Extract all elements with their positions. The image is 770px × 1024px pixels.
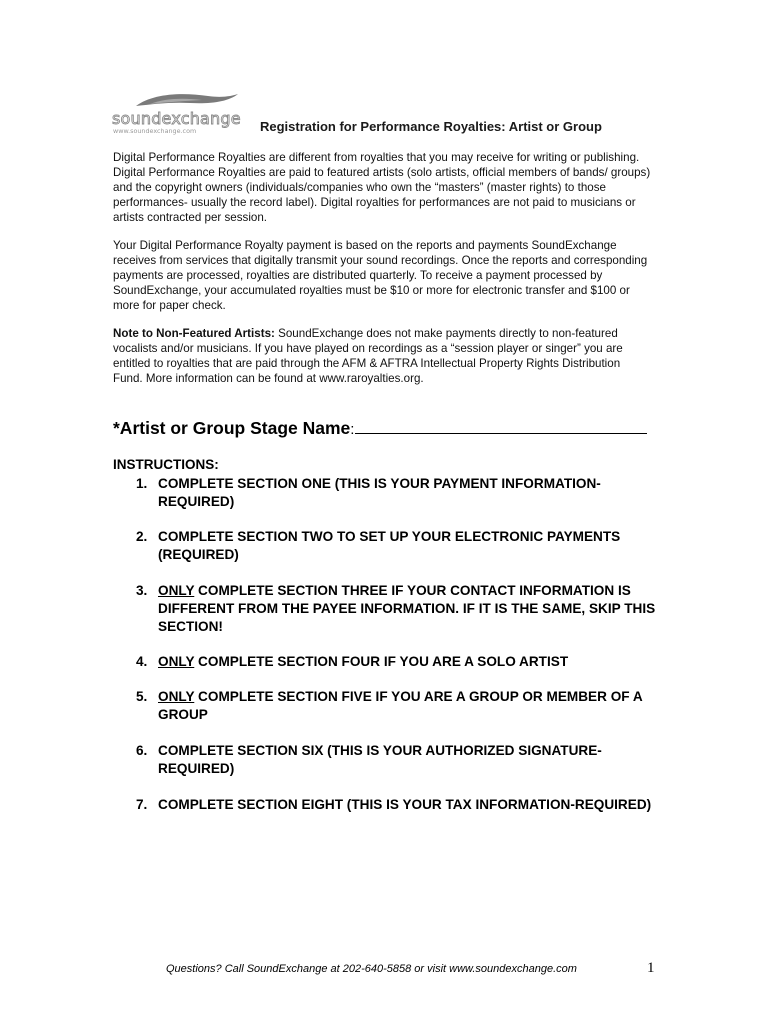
logo-url: www.soundexchange.com bbox=[113, 127, 197, 135]
instruction-number: 7. bbox=[136, 797, 148, 812]
instruction-text bbox=[158, 528, 668, 564]
logo-wordmark: soundexchange bbox=[112, 109, 241, 128]
instruction-emphasis: ONLY bbox=[158, 583, 195, 598]
instructions-heading: INSTRUCTIONS: bbox=[113, 457, 219, 472]
paragraph-payment-basis: Your Digital Performance Royalty payment is based on the reports and payments SoundExchange receives from services that digitally transmit your sound recordings. Once the reports and corresponding payments are processed, royalties are distributed quarterly. To receive a payment processed by SoundExchange, your accumulated royalties must be $10 or more for electronic transfer and $100 or more for paper check. bbox=[113, 239, 648, 312]
instruction-number: 3. bbox=[136, 583, 148, 598]
note-label: Note to Non-Featured Artists: bbox=[113, 327, 275, 340]
instruction-number: 4. bbox=[136, 654, 148, 669]
instruction-body: COMPLETE SECTION THREE IF YOUR CONTACT INFORMATION IS DIFFERENT FROM THE PAYEE INFORMATION. IF IT IS THE SAME, SKIP THIS SECTION! bbox=[158, 583, 656, 634]
instruction-emphasis: ONLY bbox=[158, 689, 195, 704]
instruction-text bbox=[158, 475, 668, 511]
page-number: 1 bbox=[647, 960, 655, 976]
instruction-body: COMPLETE SECTION FIVE IF YOU ARE A GROUP OR MEMBER OF A GROUP bbox=[158, 689, 643, 722]
instruction-text bbox=[158, 688, 668, 724]
instruction-text bbox=[158, 742, 668, 778]
instruction-number: 5. bbox=[136, 689, 148, 704]
instruction-text bbox=[158, 582, 668, 636]
instruction-body: COMPLETE SECTION TWO TO SET UP YOUR ELECTRONIC PAYMENTS (REQUIRED) bbox=[158, 529, 621, 562]
instruction-emphasis: ONLY bbox=[158, 654, 195, 669]
stage-name-field bbox=[113, 418, 647, 439]
instruction-body: COMPLETE SECTION EIGHT (THIS IS YOUR TAX INFORMATION-REQUIRED) bbox=[158, 797, 652, 812]
instruction-text bbox=[158, 653, 668, 671]
logo-swoosh-icon bbox=[110, 92, 256, 136]
paragraph-royalties-definition: Digital Performance Royalties are different from royalties that you may receive for writing or publishing. Digital Performance Royalties are paid to featured artists (solo artists, official members of bands/ groups) and the copyright owners (individuals/companies who own the “masters” (master rights) to those performances- usually the record label). Digital royalties for performances are not paid to musicians or artists contracted per session. bbox=[113, 151, 651, 224]
note-text: SoundExchange does not make payments directly to non-featured vocalists and/or musicians. If you have played on recordings as a “session player or singer” you are entitled to royalties that are paid through the AFM & AFTRA Intellectual Property Rights Distribution Fund. More information can be found at www.raroyalties.org. bbox=[113, 327, 623, 385]
page-title: Registration for Performance Royalties: Artist or Group bbox=[260, 119, 602, 134]
instruction-number: 6. bbox=[136, 743, 148, 758]
stage-name-colon: : bbox=[350, 421, 355, 438]
instruction-body: COMPLETE SECTION ONE (THIS IS YOUR PAYMENT INFORMATION-REQUIRED) bbox=[158, 476, 601, 509]
paragraph-non-featured-note bbox=[113, 326, 653, 386]
instruction-body: COMPLETE SECTION FOUR IF YOU ARE A SOLO ARTIST bbox=[194, 654, 569, 669]
instruction-number: 2. bbox=[136, 529, 148, 544]
instruction-body: COMPLETE SECTION SIX (THIS IS YOUR AUTHORIZED SIGNATURE-REQUIRED) bbox=[158, 743, 602, 776]
instruction-text bbox=[158, 796, 668, 814]
soundexchange-logo bbox=[110, 92, 256, 136]
stage-name-label: *Artist or Group Stage Name bbox=[113, 418, 351, 438]
footer-contact: Questions? Call SoundExchange at 202-640-5858 or visit www.soundexchange.com bbox=[166, 963, 577, 975]
stage-name-input-line[interactable] bbox=[355, 419, 647, 434]
instruction-number: 1. bbox=[136, 476, 148, 491]
